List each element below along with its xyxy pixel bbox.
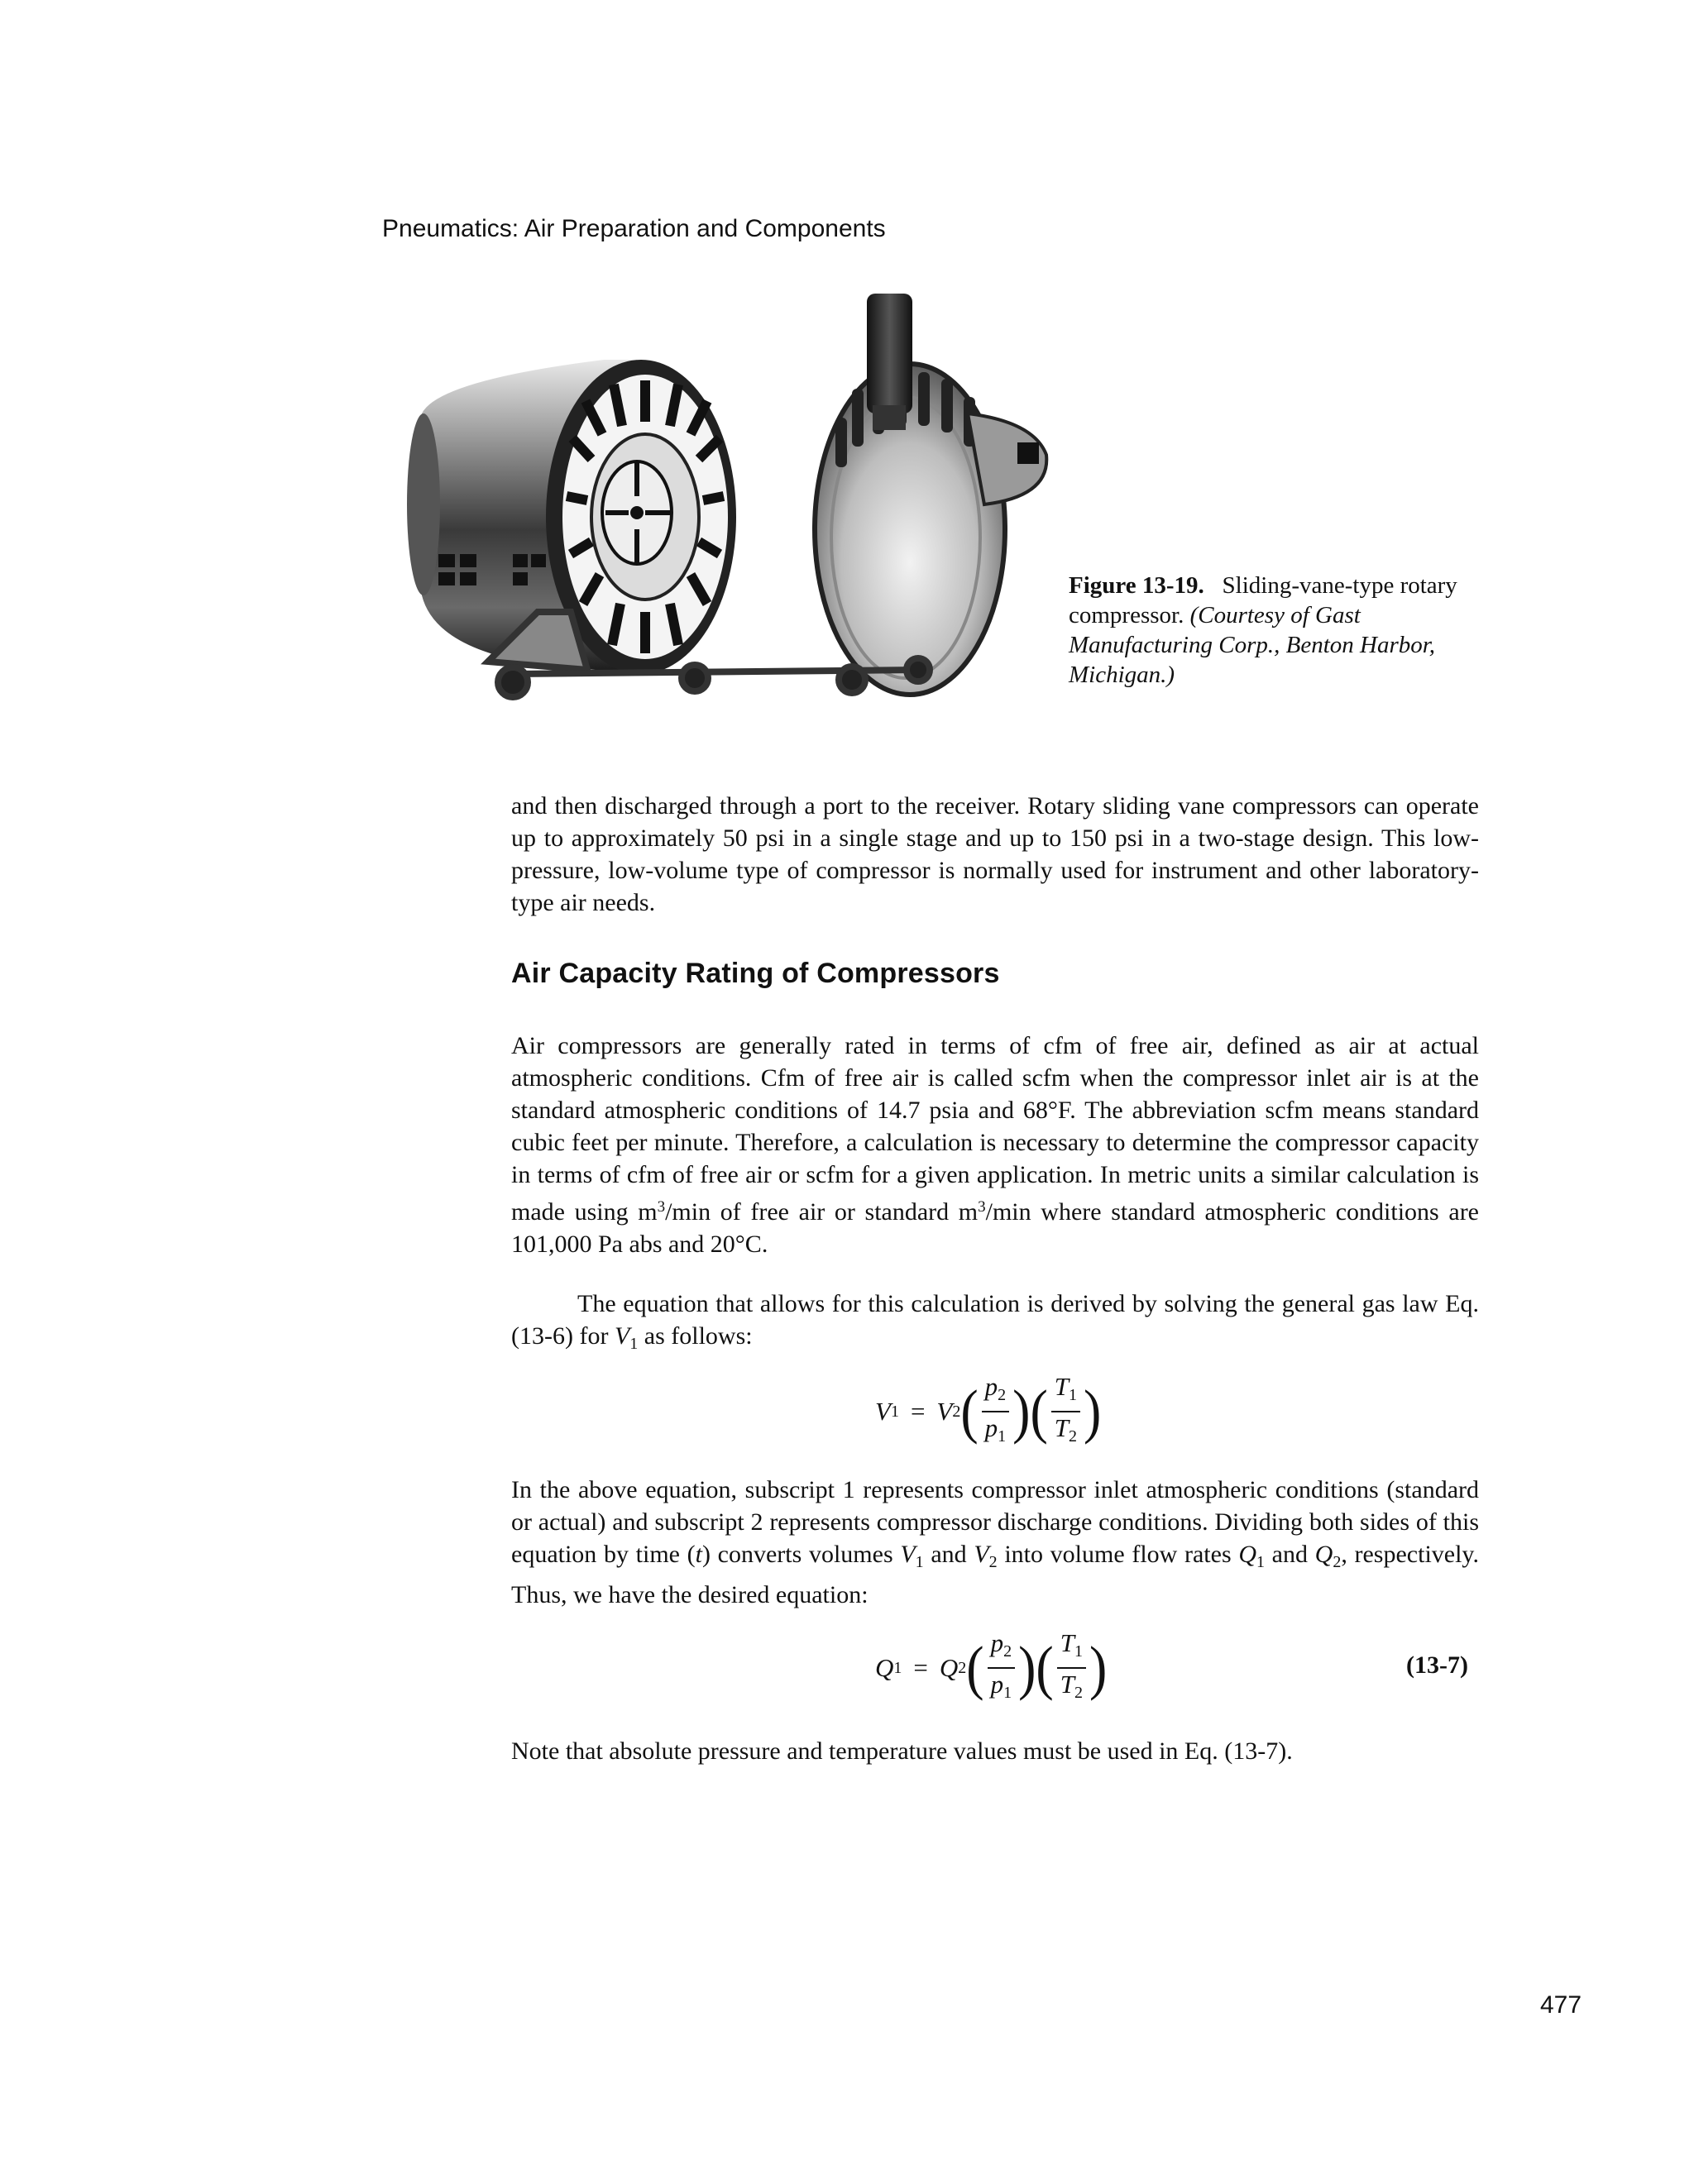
figure-caption — [1069, 571, 1499, 690]
running-head: Pneumatics: Air Preparation and Components — [382, 215, 886, 242]
page-number: 477 — [1540, 1991, 1582, 2019]
paragraph-3: The equation that allows for this calculation is derived by solving the general gas law Eq. (13-6) for $V_1$ as follows: — [511, 1290, 1479, 1353]
equation-1: V 1 = V 2 ( $\frac{p_2}{p_1}$ ) ( $\frac{T_1}{T_2}$ ) — [875, 1372, 1102, 1446]
equation-2: Q 1 = Q 2 ( $\frac{p_2}{p_1}$ ) ( $\frac{T_1}{T_2}$ ) — [875, 1628, 1108, 1702]
paragraph-2: Air compressors are generally rated in terms of cfm of free air, defined as air at actual atmospheric conditions. Cfm of free air is called scfm when the compressor inlet air is at the standard atmospheric conditions of 14.7 psia and 68°F. The abbreviation scfm means standard cubic feet per minute. Therefore, a calculation is necessary to determine the compressor capacity in terms of cfm of free air or scfm for a given application. In metric units a similar calculation is made using $m^3/\min$ of free air or standard $m^3/\min$ where standard atmospheric conditions are 101,000 Pa abs and 20°C. — [511, 1032, 1479, 1258]
figure-label: Figure 13-19. — [1069, 572, 1204, 599]
paragraph-1: and then discharged through a port to the receiver. Rotary sliding vane compressors can operate up to approximately 50 psi in a single stage and up to 150 psi in a two-stage design. This low-pressure, low-volume type of compressor is normally used for instrument and other laboratory-type air needs. — [511, 792, 1479, 916]
end-plate — [815, 294, 1046, 695]
figure-credit: (Courtesy of Gast Manufacturing Corp., Benton Harbor, Michigan.) — [1069, 602, 1436, 688]
equation-number: (13-7) — [1406, 1651, 1468, 1679]
section-heading: Air Capacity Rating of Compressors — [511, 958, 1000, 989]
paragraph-4: In the above equation, subscript 1 represents compressor inlet atmospheric conditions (standard or actual) and subscript 2 represents compressor discharge conditions. Dividing both sides of this equation by time (t) converts volumes $V_1$ and $V_2$ into volume flow rates $Q_1$ and $Q_2$, respectively. Thus, we have the desired equation: — [511, 1476, 1479, 1608]
paragraph-5: Note that absolute pressure and temperature values must be used in Eq. (13-7). — [511, 1737, 1293, 1765]
figure-caption-text: Sliding-vane-type rotary compressor. — [1069, 572, 1457, 628]
